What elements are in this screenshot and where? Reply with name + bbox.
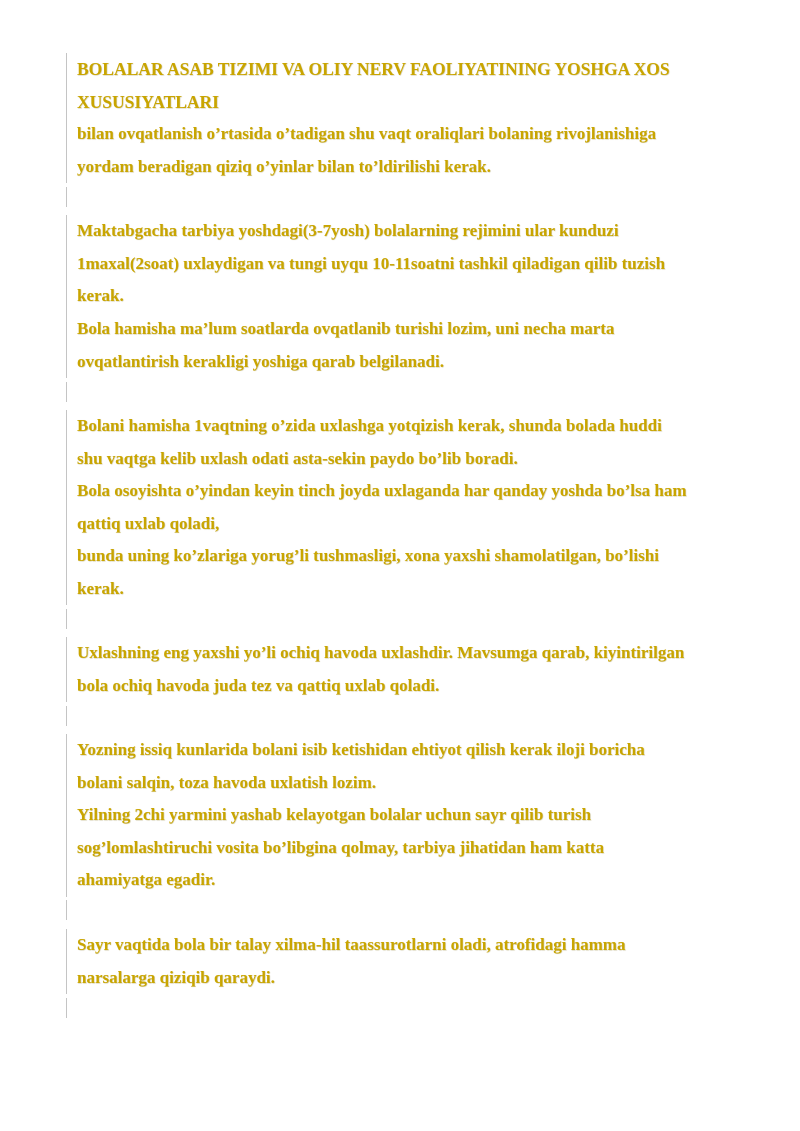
paragraph-line: sog’lomlashtiruchi vosita bo’libgina qolmay, tarbiya jihatidan ham katta <box>77 837 605 857</box>
paragraph-line: bunda uning ko’zlariga yorug’li tushmasligi, xona yaxshi shamolatilgan, bo’lishi <box>77 546 659 565</box>
paragraph-line: 1maxal(2soat) uxlaydigan va tungi uyqu 10-11soatni tashkil qiladigan qilib tuzish <box>77 253 666 273</box>
paragraph-line: bolani salqin, toza havoda uxlatish lozim. <box>77 772 376 792</box>
empty-paragraph-marker <box>66 900 67 920</box>
empty-paragraph-marker <box>66 382 67 402</box>
paragraph-line: Maktabgacha tarbiya yoshdagi(3-7yosh) bolalarning rejimini ular kunduzi <box>77 221 619 240</box>
paragraph-line: kerak. <box>77 578 124 598</box>
empty-paragraph-marker <box>66 998 67 1018</box>
paragraph-line: Uxlashning eng yaxshi yo’li ochiq havoda uxlashdir. Mavsumga qarab, kiyintirilgan <box>77 643 685 662</box>
paragraph-line: narsalarga qiziqib qaraydi. <box>77 967 275 987</box>
paragraph-line: kerak. <box>77 286 124 305</box>
paragraph-line: Yozning issiq kunlarida bolani isib ketishidan ehtiyot qilish kerak iloji boricha <box>77 740 645 759</box>
paragraph-line: yordam beradigan qiziq o’yinlar bilan to’ldirilishi kerak. <box>77 156 491 176</box>
paragraph <box>66 799 767 897</box>
paragraph <box>66 475 767 540</box>
paragraph <box>66 734 767 799</box>
paragraph-line: shu vaqtga kelib uxlash odati asta-sekin paydo bo’lib boradi. <box>77 448 518 468</box>
paragraph <box>66 637 767 702</box>
paragraph <box>66 410 767 475</box>
paragraph-line: Bola hamisha ma’lum soatlarda ovqatlanib turishi lozim, uni necha marta <box>77 319 615 338</box>
paragraph <box>66 313 767 378</box>
paragraph-line: ovqatlantirish kerakligi yoshiga qarab belgilanadi. <box>77 351 444 371</box>
title-line: XUSUSIYATLARI <box>77 91 219 112</box>
paragraph-line: ahamiyatga egadir. <box>77 870 216 889</box>
paragraph-line: bilan ovqatlanish o’rtasida o’tadigan shu vaqt oraliqlari bolaning rivojlanishiga <box>77 124 657 143</box>
paragraph <box>66 118 767 183</box>
empty-paragraph-marker <box>66 609 67 629</box>
paragraph-line: Yilning 2chi yarmini yashab kelayotgan bolalar uchun sayr qilib turish <box>77 805 592 824</box>
paragraph <box>66 929 767 994</box>
paragraph <box>66 540 767 605</box>
document-title <box>66 53 767 118</box>
empty-paragraph-marker <box>66 187 67 207</box>
empty-paragraph-marker <box>66 706 67 726</box>
paragraph-line: qattiq uxlab qoladi, <box>77 513 220 533</box>
paragraph-line: Bola osoyishta o’yindan keyin tinch joyda uxlaganda har qanday yoshda bo’lsa ham <box>77 481 687 500</box>
paragraph-line: bola ochiq havoda juda tez va qattiq uxlab qoladi. <box>77 675 440 695</box>
paragraph-line: Sayr vaqtida bola bir talay xilma-hil taassurotlarni oladi, atrofidagi hamma <box>77 935 626 954</box>
title-line: BOLALAR ASAB TIZIMI VA OLIY NERV FAOLIYATINING YOSHGA XOS <box>77 59 670 79</box>
paragraph-line: Bolani hamisha 1vaqtning o’zida uxlashga yotqizish kerak, shunda bolada huddi <box>77 416 662 435</box>
paragraph <box>66 215 767 313</box>
